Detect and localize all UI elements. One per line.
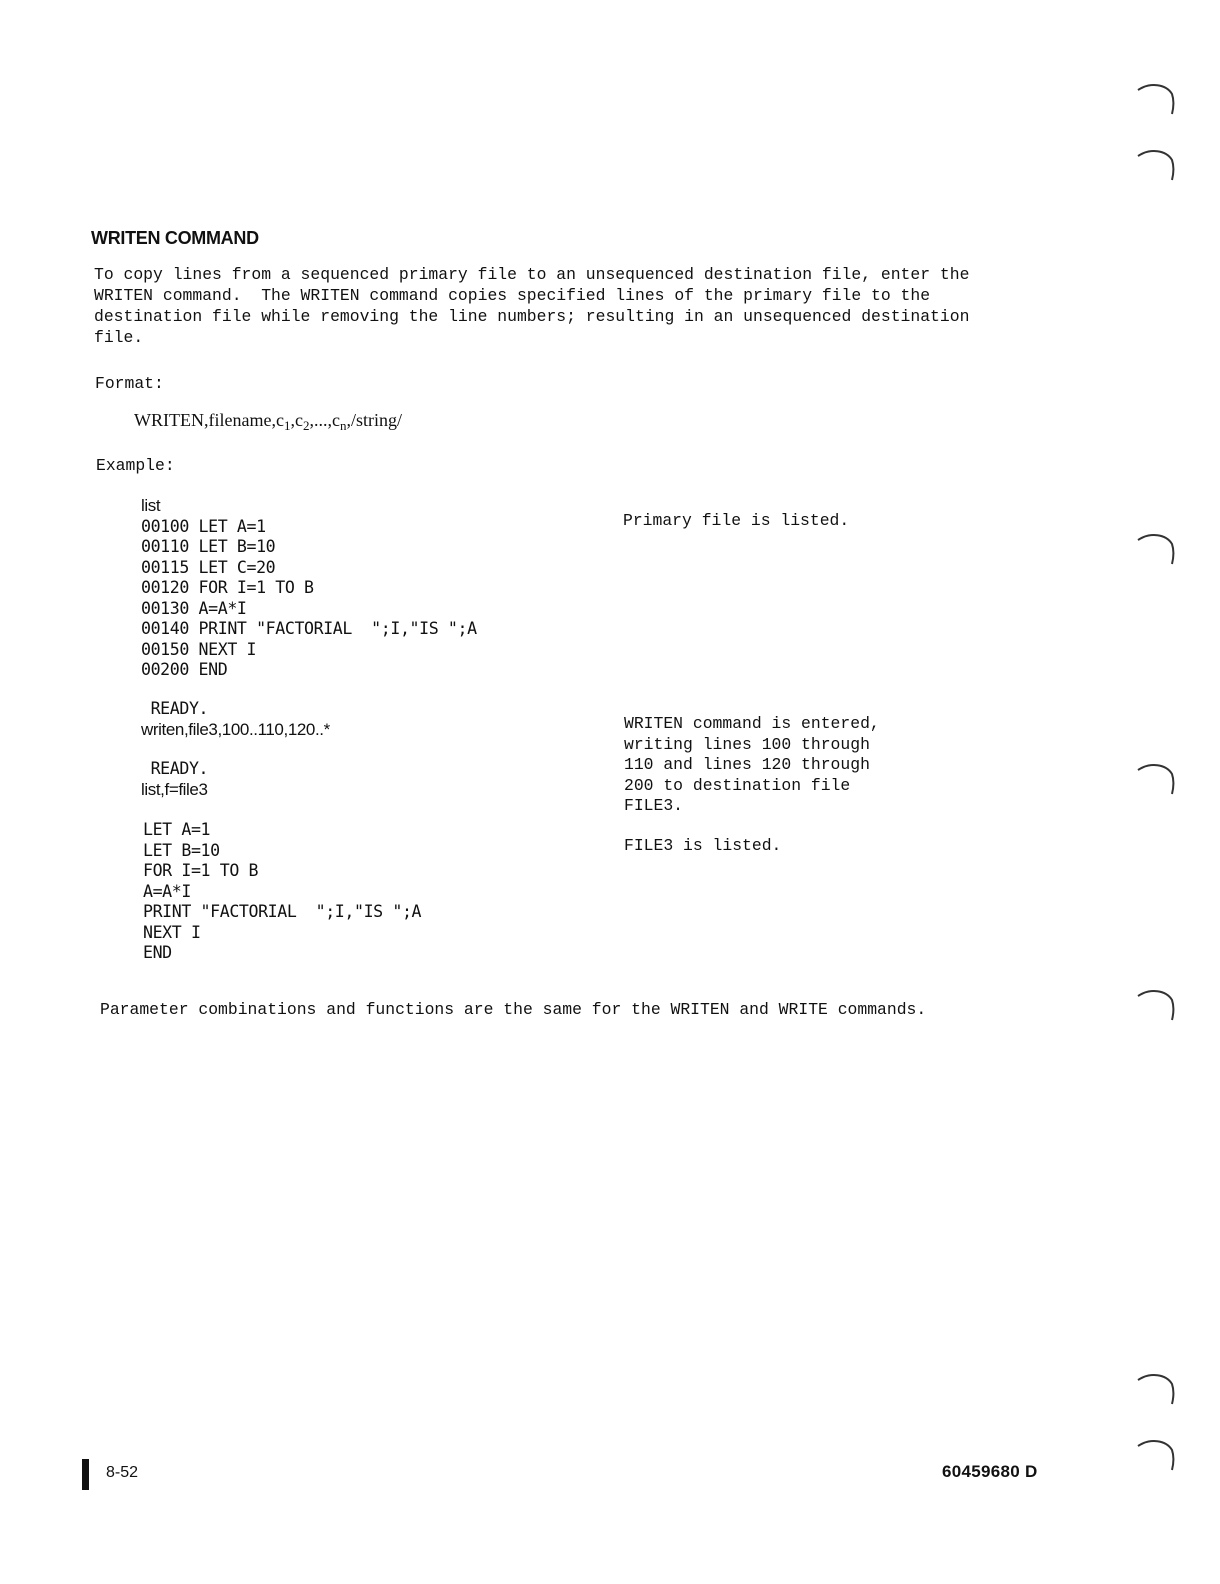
syntax-middle: ,...,c xyxy=(309,410,340,430)
code-line: NEXT I xyxy=(143,922,201,942)
code-line: LET A=1 xyxy=(143,820,211,839)
document-number: 60459680 D xyxy=(942,1462,1038,1481)
note-line: writing lines 100 through xyxy=(624,734,870,754)
syntax-subscript: 1 xyxy=(283,418,291,433)
intro-line: file. xyxy=(94,328,144,347)
binder-hole-icon xyxy=(1134,530,1180,570)
writen-command: writen,file3,100..110,120..* xyxy=(141,719,330,739)
format-label: Format: xyxy=(95,374,164,393)
binder-hole-icon xyxy=(1134,146,1180,186)
change-bar xyxy=(82,1459,89,1490)
code-line: LET B=10 xyxy=(143,840,220,860)
writen-note xyxy=(624,714,880,817)
intro-line: WRITEN command. The WRITEN command copies specified lines of the primary file to the xyxy=(94,286,931,305)
binder-hole-icon xyxy=(1134,80,1180,120)
list-file3-step xyxy=(141,759,208,800)
syntax-prefix: WRITEN,filename,c xyxy=(134,410,284,430)
syntax-separator: ,c xyxy=(290,410,303,430)
format-syntax xyxy=(134,410,402,434)
note-line: 110 and lines 120 through xyxy=(624,755,870,774)
list-command: list xyxy=(141,496,161,515)
note-line: WRITEN command is entered, xyxy=(624,714,880,733)
code-line: FOR I=1 TO B xyxy=(143,861,259,880)
syntax-subscript: n xyxy=(339,418,347,433)
writen-step xyxy=(141,699,330,740)
code-line: 00100 LET A=1 xyxy=(141,516,266,536)
example-label: Example: xyxy=(96,456,175,475)
closing-paragraph: Parameter combinations and functions are the same for the WRITEN and WRITE commands. xyxy=(100,1000,927,1019)
list-file3-command: list,f=file3 xyxy=(141,779,208,799)
code-line: PRINT "FACTORIAL ";I,"IS ";A xyxy=(143,902,422,921)
code-line: A=A*I xyxy=(143,881,191,901)
ready-prompt: READY. xyxy=(141,759,209,778)
syntax-suffix: ,/string/ xyxy=(346,410,402,430)
ready-prompt: READY. xyxy=(141,699,209,718)
intro-paragraph xyxy=(94,264,1014,348)
intro-line: To copy lines from a sequenced primary file to an unsequenced destination file, enter the xyxy=(94,265,970,284)
binder-hole-icon xyxy=(1134,1370,1180,1410)
code-line: 00150 NEXT I xyxy=(141,639,257,659)
code-line: END xyxy=(143,943,172,962)
page-number: 8-52 xyxy=(106,1464,139,1481)
code-line: 00140 PRINT "FACTORIAL ";I,"IS ";A xyxy=(141,619,477,638)
file3-listing xyxy=(143,820,421,964)
code-line: 00130 A=A*I xyxy=(141,598,247,618)
code-line: 00120 FOR I=1 TO B xyxy=(141,578,314,597)
syntax-subscript: 2 xyxy=(302,418,310,433)
note-line: 200 to destination file xyxy=(624,775,851,795)
binder-hole-icon xyxy=(1134,1436,1180,1476)
binder-hole-icon xyxy=(1134,986,1180,1026)
code-line: 00200 END xyxy=(141,660,228,679)
file3-note: FILE3 is listed. xyxy=(624,836,782,855)
code-line: 00115 LET C=20 xyxy=(141,557,276,577)
intro-line: destination file while removing the line numbers; resulting in an unsequenced destination xyxy=(94,307,970,326)
note-line: FILE3. xyxy=(624,796,684,815)
listing-note: Primary file is listed. xyxy=(623,511,850,530)
code-line: 00110 LET B=10 xyxy=(141,537,276,556)
primary-listing xyxy=(141,496,477,681)
section-heading: WRITEN COMMAND xyxy=(91,228,259,248)
binder-hole-icon xyxy=(1134,760,1180,800)
